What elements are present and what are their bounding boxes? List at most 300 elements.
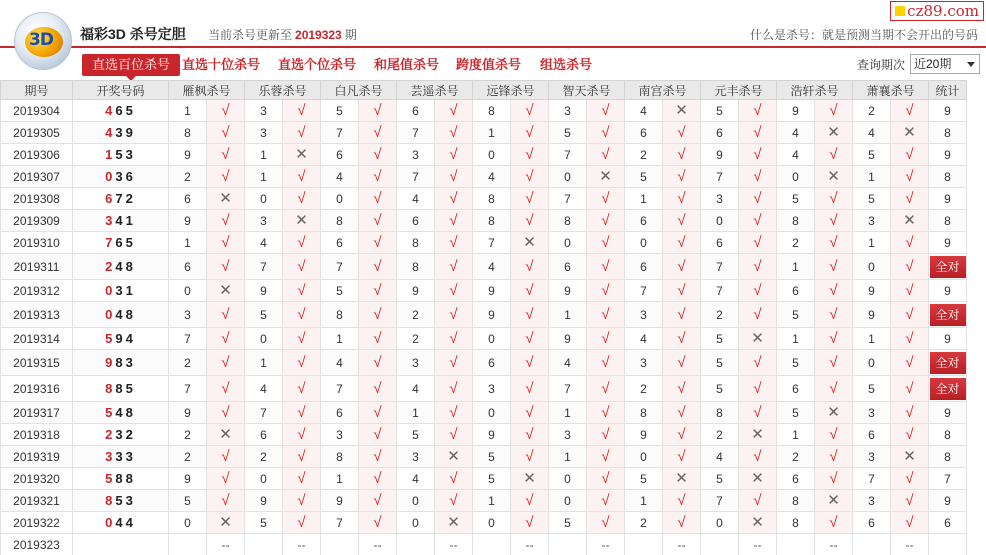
kill-number-cell: 0 — [397, 490, 435, 512]
kill-number-cell: 7 — [245, 402, 283, 424]
draw-digit: 1 — [125, 283, 136, 298]
check-icon: √ — [221, 258, 230, 275]
pending-result: -- — [207, 534, 245, 555]
cross-mark-icon — [815, 402, 853, 424]
draw-digit: 4 — [125, 331, 136, 346]
current-kill-label: 当前期杀号 — [73, 534, 169, 555]
cross-icon: ✕ — [903, 124, 916, 141]
check-mark-icon — [511, 144, 549, 166]
kill-number-cell: 5 — [777, 302, 815, 328]
draw-number-cell — [73, 188, 169, 210]
kill-number-cell: 0 — [321, 188, 359, 210]
kill-number-cell: 8 — [321, 210, 359, 232]
check-mark-icon — [359, 424, 397, 446]
check-icon: √ — [677, 448, 686, 465]
check-mark-icon — [511, 166, 549, 188]
check-mark-icon — [435, 210, 473, 232]
stat-cell: 8 — [929, 166, 967, 188]
check-mark-icon — [359, 446, 397, 468]
draw-digit: 4 — [115, 307, 126, 322]
kill-number-cell: 6 — [777, 376, 815, 402]
kill-number-cell: 1 — [625, 188, 663, 210]
check-icon: √ — [297, 190, 306, 207]
kill-number-cell: 5 — [853, 188, 891, 210]
check-icon: √ — [221, 354, 230, 371]
kill-number-cell: 1 — [321, 328, 359, 350]
period-cell: 2019320 — [1, 468, 73, 490]
kill-number-cell: 6 — [321, 402, 359, 424]
draw-digit: 6 — [125, 169, 136, 184]
site-square-icon — [895, 6, 905, 16]
check-icon: √ — [373, 282, 382, 299]
check-mark-icon — [435, 402, 473, 424]
draw-digit: 8 — [105, 381, 116, 396]
table-row — [1, 468, 967, 490]
check-mark-icon — [739, 402, 777, 424]
kill-number-cell: 0 — [169, 280, 207, 302]
tab-group-kill[interactable]: 组选杀号 — [540, 57, 593, 72]
current-kill-number: 7 — [245, 534, 283, 555]
check-mark-icon — [739, 166, 777, 188]
check-mark-icon — [815, 144, 853, 166]
check-mark-icon — [359, 280, 397, 302]
check-icon: √ — [373, 380, 382, 397]
kill-number-cell: 6 — [701, 232, 739, 254]
check-icon: √ — [677, 514, 686, 531]
kill-number-cell: 7 — [169, 376, 207, 402]
check-icon: √ — [905, 282, 914, 299]
check-mark-icon — [815, 254, 853, 280]
kill-number-cell: 5 — [701, 468, 739, 490]
query-period-select[interactable] — [910, 54, 980, 74]
stat-cell — [929, 302, 967, 328]
check-icon: √ — [601, 404, 610, 421]
check-icon: √ — [829, 258, 838, 275]
check-mark-icon — [435, 328, 473, 350]
check-mark-icon — [283, 254, 321, 280]
kill-number-cell: 0 — [549, 468, 587, 490]
check-icon: √ — [525, 330, 534, 347]
check-icon: √ — [753, 168, 762, 185]
kill-number-cell: 6 — [473, 350, 511, 376]
check-mark-icon — [207, 328, 245, 350]
draw-digit: 5 — [115, 147, 126, 162]
current-kill-number: 9 — [473, 534, 511, 555]
check-icon: √ — [373, 404, 382, 421]
stat-cell: 9 — [929, 490, 967, 512]
table-header-row — [1, 81, 967, 100]
check-mark-icon — [435, 188, 473, 210]
check-mark-icon — [891, 254, 929, 280]
kill-number-cell: 7 — [321, 122, 359, 144]
check-icon: √ — [601, 102, 610, 119]
draw-digit: 9 — [105, 355, 116, 370]
pending-result: -- — [283, 534, 321, 555]
check-mark-icon — [815, 512, 853, 534]
kill-number-cell: 0 — [549, 232, 587, 254]
tab-hundreds-kill[interactable]: 直选百位杀号 — [82, 54, 180, 76]
kill-number-cell: 9 — [549, 328, 587, 350]
check-mark-icon — [207, 166, 245, 188]
check-mark-icon — [511, 424, 549, 446]
check-icon: √ — [373, 102, 382, 119]
check-icon: √ — [449, 234, 458, 251]
check-mark-icon — [511, 376, 549, 402]
draw-digit: 8 — [125, 405, 136, 420]
check-mark-icon — [891, 302, 929, 328]
draw-digit: 9 — [125, 125, 136, 140]
cross-mark-icon — [207, 424, 245, 446]
check-icon: √ — [601, 282, 610, 299]
kill-number-cell: 3 — [169, 302, 207, 328]
check-icon: √ — [601, 146, 610, 163]
site-link[interactable] — [890, 1, 984, 21]
table-body — [1, 100, 967, 555]
check-icon: √ — [525, 146, 534, 163]
check-mark-icon — [815, 232, 853, 254]
kill-number-cell: 6 — [777, 468, 815, 490]
cross-icon: ✕ — [447, 448, 460, 465]
kill-number-cell: 9 — [473, 424, 511, 446]
draw-digit: 0 — [105, 307, 116, 322]
stat-cell — [929, 376, 967, 402]
current-kill-number: 6 — [853, 534, 891, 555]
tab-sum-tail-kill[interactable]: 和尾值杀号 — [374, 57, 440, 72]
check-icon: √ — [449, 212, 458, 229]
pending-result: -- — [815, 534, 853, 555]
check-mark-icon — [435, 424, 473, 446]
check-mark-icon — [739, 280, 777, 302]
check-mark-icon — [283, 100, 321, 122]
check-icon: √ — [449, 354, 458, 371]
kill-number-cell: 8 — [397, 254, 435, 280]
cross-mark-icon — [435, 512, 473, 534]
draw-number-cell — [73, 166, 169, 188]
check-icon: √ — [449, 306, 458, 323]
check-mark-icon — [207, 210, 245, 232]
check-mark-icon — [587, 424, 625, 446]
check-icon: √ — [221, 330, 230, 347]
check-mark-icon — [511, 446, 549, 468]
check-icon: √ — [373, 168, 382, 185]
check-icon: √ — [905, 404, 914, 421]
tab-tens-kill[interactable]: 直选十位杀号 — [182, 57, 261, 72]
draw-digit: 5 — [125, 235, 136, 250]
col-header-expert: 元丰杀号 — [701, 81, 777, 100]
check-mark-icon — [891, 350, 929, 376]
check-mark-icon — [739, 376, 777, 402]
check-mark-icon — [207, 122, 245, 144]
check-icon: √ — [373, 306, 382, 323]
check-mark-icon — [739, 210, 777, 232]
check-mark-icon — [587, 376, 625, 402]
check-icon: √ — [905, 426, 914, 443]
period-cell: 2019304 — [1, 100, 73, 122]
check-icon: √ — [373, 234, 382, 251]
check-mark-icon — [815, 468, 853, 490]
cross-icon: ✕ — [295, 146, 308, 163]
check-icon: √ — [601, 330, 610, 347]
cross-icon: ✕ — [219, 282, 232, 299]
check-icon: √ — [449, 492, 458, 509]
check-icon: √ — [829, 470, 838, 487]
kill-number-cell: 8 — [777, 210, 815, 232]
check-mark-icon — [587, 100, 625, 122]
kill-number-cell: 3 — [853, 210, 891, 232]
check-mark-icon — [587, 350, 625, 376]
check-icon: √ — [829, 234, 838, 251]
table-row — [1, 100, 967, 122]
draw-number-cell — [73, 210, 169, 232]
check-icon: √ — [601, 190, 610, 207]
check-mark-icon — [891, 424, 929, 446]
current-kill-number: 5 — [321, 534, 359, 555]
kill-number-cell: 2 — [853, 100, 891, 122]
kill-number-cell: 5 — [549, 122, 587, 144]
check-icon: √ — [677, 168, 686, 185]
draw-number-cell — [73, 302, 169, 328]
check-mark-icon — [359, 100, 397, 122]
kill-number-cell: 9 — [625, 424, 663, 446]
check-icon: √ — [297, 330, 306, 347]
check-icon: √ — [829, 190, 838, 207]
check-mark-icon — [587, 328, 625, 350]
kill-number-cell: 5 — [777, 402, 815, 424]
check-mark-icon — [283, 280, 321, 302]
kill-number-cell: 0 — [473, 512, 511, 534]
cross-icon: ✕ — [523, 234, 536, 251]
kill-number-cell: 4 — [853, 122, 891, 144]
check-icon: √ — [601, 426, 610, 443]
check-mark-icon — [283, 468, 321, 490]
check-icon: √ — [449, 124, 458, 141]
check-icon: √ — [677, 190, 686, 207]
all-correct-badge: 全对 — [930, 378, 966, 400]
draw-digit: 6 — [115, 103, 126, 118]
draw-digit: 5 — [105, 331, 116, 346]
period-cell: 2019306 — [1, 144, 73, 166]
kill-number-cell: 5 — [321, 280, 359, 302]
cross-icon: ✕ — [219, 426, 232, 443]
kill-number-cell: 5 — [473, 446, 511, 468]
check-icon: √ — [601, 306, 610, 323]
kill-number-cell: 2 — [625, 144, 663, 166]
check-icon: √ — [525, 282, 534, 299]
col-header-expert: 智天杀号 — [549, 81, 625, 100]
draw-number-cell — [73, 122, 169, 144]
check-icon: √ — [449, 470, 458, 487]
kill-number-cell: 2 — [169, 446, 207, 468]
draw-number-cell — [73, 512, 169, 534]
period-cell: 2019315 — [1, 350, 73, 376]
check-mark-icon — [587, 402, 625, 424]
kill-number-cell: 3 — [245, 210, 283, 232]
kill-number-cell: 4 — [777, 122, 815, 144]
logo-text: 3D — [29, 30, 53, 50]
check-mark-icon — [663, 280, 701, 302]
kill-number-cell: 1 — [245, 166, 283, 188]
kill-number-cell: 9 — [853, 302, 891, 328]
draw-digit: 4 — [115, 213, 126, 228]
cross-mark-icon — [283, 144, 321, 166]
col-header-expert: 芸遥杀号 — [397, 81, 473, 100]
kill-number-cell: 7 — [397, 166, 435, 188]
check-mark-icon — [891, 468, 929, 490]
kill-number-cell: 6 — [321, 232, 359, 254]
kill-number-cell: 6 — [245, 424, 283, 446]
tab-span-kill[interactable]: 跨度值杀号 — [456, 57, 522, 72]
kill-number-cell: 1 — [853, 166, 891, 188]
draw-digit: 3 — [125, 355, 136, 370]
col-header-expert: 南宫杀号 — [625, 81, 701, 100]
kill-number-cell: 9 — [169, 402, 207, 424]
check-icon: √ — [677, 492, 686, 509]
kill-number-cell: 3 — [397, 350, 435, 376]
check-mark-icon — [663, 328, 701, 350]
kill-number-cell: 6 — [853, 512, 891, 534]
draw-digit: 4 — [115, 405, 126, 420]
kill-number-cell: 4 — [321, 350, 359, 376]
check-mark-icon — [283, 302, 321, 328]
check-icon: √ — [905, 380, 914, 397]
cross-icon: ✕ — [827, 124, 840, 141]
kill-number-cell: 6 — [169, 188, 207, 210]
cross-mark-icon — [283, 210, 321, 232]
check-mark-icon — [511, 512, 549, 534]
check-icon: √ — [449, 102, 458, 119]
check-icon: √ — [449, 258, 458, 275]
check-icon: √ — [297, 102, 306, 119]
check-icon: √ — [677, 354, 686, 371]
current-stat-cell — [929, 534, 967, 555]
cross-icon: ✕ — [675, 470, 688, 487]
check-icon: √ — [905, 190, 914, 207]
kill-number-cell: 7 — [397, 122, 435, 144]
draw-digit: 2 — [105, 427, 116, 442]
kill-number-cell: 2 — [701, 302, 739, 328]
page-title: 福彩3D 杀号定胆 — [80, 26, 186, 42]
kill-number-cell: 9 — [397, 280, 435, 302]
check-mark-icon — [815, 350, 853, 376]
kill-number-cell: 6 — [777, 280, 815, 302]
check-icon: √ — [449, 426, 458, 443]
draw-digit: 8 — [105, 493, 116, 508]
check-icon: √ — [753, 448, 762, 465]
cross-mark-icon — [739, 512, 777, 534]
check-mark-icon — [891, 144, 929, 166]
kill-number-cell: 8 — [321, 302, 359, 328]
check-icon: √ — [449, 404, 458, 421]
cross-mark-icon — [891, 210, 929, 232]
kill-number-cell: 4 — [549, 350, 587, 376]
kill-number-cell: 3 — [473, 376, 511, 402]
check-icon: √ — [677, 124, 686, 141]
cross-icon: ✕ — [903, 212, 916, 229]
check-icon: √ — [677, 380, 686, 397]
kill-number-cell: 3 — [397, 144, 435, 166]
period-cell: 2019318 — [1, 424, 73, 446]
check-mark-icon — [359, 490, 397, 512]
cross-mark-icon — [511, 232, 549, 254]
kill-number-cell: 8 — [321, 446, 359, 468]
kill-number-cell: 4 — [397, 188, 435, 210]
cross-mark-icon — [815, 490, 853, 512]
cross-icon: ✕ — [219, 190, 232, 207]
check-icon: √ — [905, 168, 914, 185]
all-correct-badge: 全对 — [930, 352, 966, 374]
check-icon: √ — [829, 306, 838, 323]
check-mark-icon — [511, 328, 549, 350]
check-icon: √ — [753, 102, 762, 119]
check-mark-icon — [587, 188, 625, 210]
check-icon: √ — [753, 234, 762, 251]
cross-mark-icon — [739, 328, 777, 350]
period-cell: 2019311 — [1, 254, 73, 280]
kill-number-cell: 5 — [245, 302, 283, 328]
check-mark-icon — [891, 402, 929, 424]
kill-number-cell: 6 — [397, 100, 435, 122]
draw-digit: 1 — [105, 147, 116, 162]
kill-number-cell: 0 — [245, 188, 283, 210]
check-icon: √ — [905, 102, 914, 119]
kill-number-cell: 8 — [397, 232, 435, 254]
draw-number-cell — [73, 468, 169, 490]
check-icon: √ — [829, 354, 838, 371]
check-mark-icon — [511, 302, 549, 328]
check-mark-icon — [815, 302, 853, 328]
check-mark-icon — [663, 166, 701, 188]
check-icon: √ — [905, 234, 914, 251]
check-mark-icon — [283, 446, 321, 468]
tab-units-kill[interactable]: 直选个位杀号 — [278, 57, 357, 72]
check-mark-icon — [891, 100, 929, 122]
kill-number-cell: 7 — [853, 468, 891, 490]
check-icon: √ — [525, 190, 534, 207]
kill-number-cell: 2 — [625, 376, 663, 402]
kill-number-cell: 4 — [245, 376, 283, 402]
kill-number-cell: 6 — [625, 210, 663, 232]
table-row — [1, 490, 967, 512]
check-mark-icon — [207, 254, 245, 280]
check-mark-icon — [815, 446, 853, 468]
kill-number-cell: 5 — [397, 424, 435, 446]
kill-number-cell: 5 — [625, 166, 663, 188]
col-header-expert: 白凡杀号 — [321, 81, 397, 100]
stat-cell: 6 — [929, 512, 967, 534]
kill-number-cell: 8 — [169, 122, 207, 144]
stat-cell: 9 — [929, 144, 967, 166]
site-label: cz89.com — [907, 2, 979, 20]
check-mark-icon — [359, 122, 397, 144]
stat-cell — [929, 350, 967, 376]
kill-number-cell: 5 — [321, 100, 359, 122]
check-mark-icon — [207, 446, 245, 468]
kill-number-cell: 8 — [473, 188, 511, 210]
check-icon: √ — [525, 492, 534, 509]
check-mark-icon — [511, 100, 549, 122]
check-mark-icon — [891, 512, 929, 534]
current-kill-number: 6 — [397, 534, 435, 555]
kill-number-cell: 9 — [853, 280, 891, 302]
check-icon: √ — [677, 258, 686, 275]
check-icon: √ — [829, 330, 838, 347]
tab-nav — [0, 52, 986, 78]
kill-number-cell: 9 — [245, 490, 283, 512]
check-mark-icon — [435, 254, 473, 280]
check-icon: √ — [753, 404, 762, 421]
stat-cell: 9 — [929, 232, 967, 254]
kill-number-cell: 0 — [549, 166, 587, 188]
